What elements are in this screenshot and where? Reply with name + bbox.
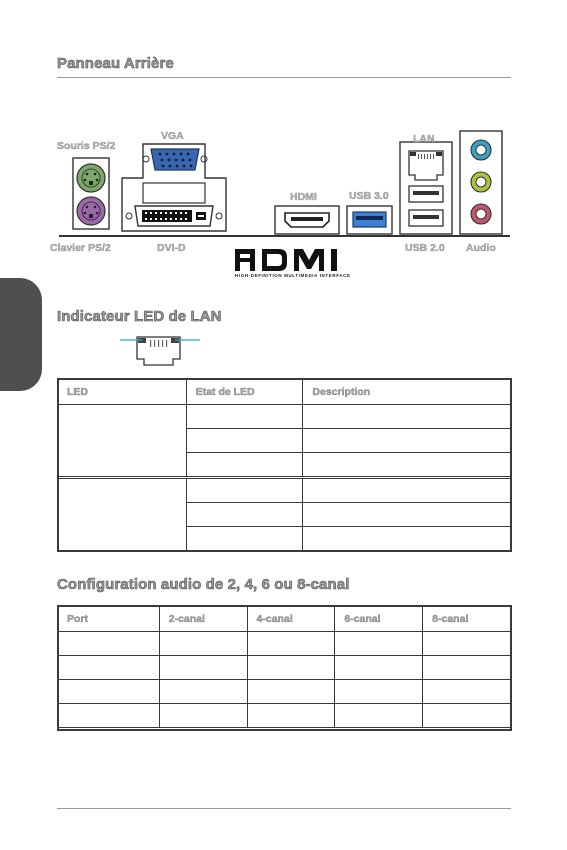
lan-led-group-2-cell [58, 478, 187, 551]
table-cell [186, 478, 303, 503]
audio-header-port: Port [58, 606, 160, 632]
table-cell [335, 656, 423, 680]
table-cell [247, 632, 335, 656]
table-cell [186, 429, 303, 453]
lan-led-diagram [110, 333, 210, 369]
label-vga: VGA [161, 130, 184, 142]
table-cell [186, 503, 303, 527]
lan-led-header-row [58, 379, 512, 405]
table-cell [247, 656, 335, 680]
hdmi-port [275, 206, 339, 234]
audio-header-2ch: 2-canal [159, 606, 247, 632]
hdmi-logo [235, 249, 337, 271]
table-cell [303, 453, 512, 478]
table-row [58, 405, 512, 429]
lan-led-header-led: LED [58, 379, 187, 405]
lan-led-table [57, 378, 512, 551]
table-row [58, 704, 512, 728]
audio-config-table [57, 605, 512, 728]
table-cell [186, 405, 303, 429]
audio-header-6ch: 6-canal [335, 606, 423, 632]
lan-usb2-stack [400, 142, 452, 234]
table-cell [186, 453, 303, 478]
label-lan: LAN [413, 133, 435, 145]
table-cell [159, 656, 247, 680]
table-cell [303, 429, 512, 453]
table-row [58, 478, 512, 503]
ps2-keyboard-port [77, 197, 105, 225]
audio-jacks [460, 131, 502, 234]
lan-led-title: Indicateur LED de LAN [57, 308, 222, 325]
table-cell [159, 680, 247, 704]
table-cell [303, 478, 512, 503]
audio-header-8ch: 8-canal [423, 606, 512, 632]
label-usb3: USB 3.0 [349, 190, 389, 202]
table-cell [303, 405, 512, 429]
vga-dvi-block [122, 144, 226, 231]
table-cell [58, 656, 160, 680]
lan-led-header-state: Etat de LED [186, 379, 303, 405]
table-cell [423, 656, 512, 680]
label-audio: Audio [466, 242, 496, 254]
table-cell [423, 632, 512, 656]
lan-led-group-1-cell [58, 405, 187, 478]
table-cell [335, 680, 423, 704]
table-cell [58, 632, 160, 656]
side-tab [0, 278, 42, 391]
table-row [58, 680, 512, 704]
table-cell [186, 527, 303, 551]
label-usb2: USB 2.0 [405, 242, 445, 254]
usb3-port [347, 206, 392, 234]
table-cell [303, 503, 512, 527]
table-row [58, 632, 512, 656]
table-cell [58, 680, 160, 704]
title-divider [57, 77, 511, 78]
hdmi-logo-tagline: HIGH-DEFINITION MULTIMEDIA INTERFACE [235, 273, 351, 278]
rear-panel-title: Panneau Arrière [57, 55, 174, 72]
label-dvi: DVI-D [157, 242, 186, 254]
label-ps2-mouse: Souris PS/2 [57, 140, 116, 152]
table-row [58, 656, 512, 680]
audio-config-title: Configuration audio de 2, 4, 6 ou 8-canal [57, 576, 350, 593]
footer-divider [57, 808, 511, 809]
table-cell [335, 704, 423, 728]
table-cell [423, 680, 512, 704]
table-cell [247, 680, 335, 704]
audio-header-row [58, 606, 512, 632]
label-hdmi: HDMI [290, 191, 317, 203]
table-cell [247, 704, 335, 728]
table-cell [303, 527, 512, 551]
table-cell [159, 704, 247, 728]
lan-led-header-description: Description [303, 379, 512, 405]
table-cell [335, 632, 423, 656]
table-cell [159, 632, 247, 656]
label-ps2-keyboard: Clavier PS/2 [50, 242, 111, 254]
table-cell [58, 704, 160, 728]
audio-header-4ch: 4-canal [247, 606, 335, 632]
table-cell [423, 704, 512, 728]
